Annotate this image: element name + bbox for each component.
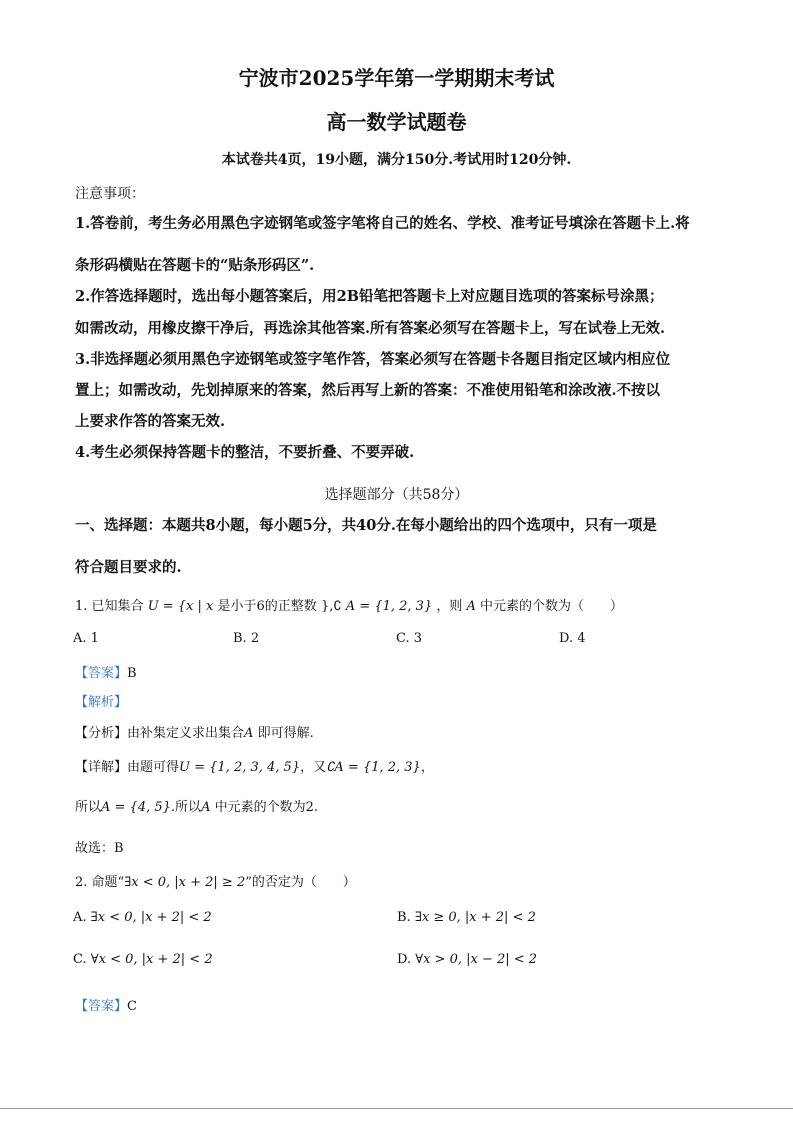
q1-analysis-tag: 【解析】 [75,695,128,710]
xiangjie-tag: 【详解】 [75,760,128,775]
q1-xiangjie [75,756,434,775]
q2-answer-tag: 【答案】 [75,999,128,1014]
q2-option-c-math: ∀x < 0, |x + 2| < 2 [90,952,213,967]
q2-option-b-math: ∃x ≥ 0, |x + 2| < 2 [414,910,536,925]
q2-answer [75,995,137,1014]
q1-middle: 是小于6的正整数 [217,599,317,614]
section-intro-2: 符合题目要求的. [75,559,182,576]
xiangjie-text-1: 由题可得 [127,760,180,775]
so-var-a: A [201,800,211,815]
notice-line-1: 1.答卷前，考生务必用黑色字迹钢笔或签字笔将自己的姓名、学校、准考证号填涂在答题卡上.将 [75,215,690,232]
fenxi-text: 由补集定义求出集合 [127,726,245,741]
xiangjie-text-2: ，又 [300,760,327,775]
q2-answer-value: C [127,999,137,1014]
q1-prefix: 1. 已知集合 [75,599,144,614]
fenxi-end: 即可得解. [257,726,314,741]
answer-tag: 【答案】 [75,666,128,681]
fenxi-var-a: A [244,726,254,741]
q2-option-b [397,910,536,925]
q2-prefix: 2. 命题“ [75,875,125,890]
notice-heading: 注意事项： [75,186,145,202]
q1-answer [75,662,137,681]
notice-line-3: 2.作答选择题时，选出每小题答案后，用2B铅笔把答题卡上对应题目选项的答案标号涂黑； [75,288,664,305]
q2-option-d-math: ∀x > 0, |x − 2| < 2 [415,952,538,967]
so-text-2: .所以 [170,800,202,815]
notice-line-2: 条形码横贴在答题卡的“贴条形码区”. [75,257,315,274]
q1-set-u: U = {x | x [147,599,214,614]
page-bottom-rule [0,1108,793,1109]
so-text-1: 所以 [75,800,102,815]
xiangjie-text-3: ， [420,760,434,775]
section-title: 选择题部分（共58分） [324,487,469,503]
so-set-a: A = {4, 5} [101,800,171,815]
q2-option-d-label: D. [397,952,412,967]
notice-line-7: 上要求作答的答案无效. [75,413,226,430]
notice-line-8: 4.考生必须保持答题卡的整洁，不要折叠、不要弄破. [75,444,415,461]
q1-choice: 故选：B [75,841,124,856]
q2-stem-math: ∃x < 0, |x + 2| ≥ 2 [124,875,246,890]
question-1-stem [75,595,735,614]
question-2-stem [75,871,356,890]
notice-line-6: 置上；如需改动，先划掉原来的答案，然后再写上新的答案：不准使用铅笔和涂改液.不按以 [75,382,661,399]
q1-fenxi [75,722,314,741]
fenxi-tag: 【分析】 [75,726,128,741]
q2-suffix: ”的否定为（ ） [245,875,356,890]
q2-option-d [397,952,537,967]
q1-var-a: A [466,599,476,614]
q1-option-b: B. 2 [233,631,260,646]
exam-subtitle: 高一数学试题卷 [326,110,467,134]
q1-end: 中元素的个数为（ ） [480,599,624,614]
q1-suffix: ，则 [436,599,463,614]
q1-conclusion [75,796,318,815]
xiangjie-set-ca: ∁A = {1, 2, 3} [326,760,421,775]
q1-set-a: A = {1, 2, 3} [345,599,433,614]
q1-option-d: D. 4 [559,631,586,646]
exam-info: 本试卷共4页，19小题，满分150分.考试用时120分钟. [221,152,572,168]
notice-line-5: 3.非选择题必须用黑色字迹钢笔或签字笔作答，答案必须写在答题卡各题目指定区域内相应位 [75,351,671,368]
notice-line-4: 如需改动，用橡皮擦干净后，再选涂其他答案.所有答案必须写在答题卡上，写在试卷上无效. [75,320,666,337]
answer-value: B [127,666,137,681]
q1-option-a: A. 1 [73,631,99,646]
q1-complement: },∁ [320,599,342,614]
xiangjie-set-u: U = {1, 2, 3, 4, 5} [179,760,301,775]
q2-option-a-label: A. [73,910,87,925]
q2-option-a-math: ∃x < 0, |x + 2| < 2 [90,910,212,925]
section-intro-1: 一、选择题：本题共8小题，每小题5分，共40分.在每小题给出的四个选项中，只有一项是 [75,517,657,534]
q2-option-b-label: B. [397,910,411,925]
q2-option-c-label: C. [73,952,87,967]
so-text-3: 中元素的个数为2. [214,800,318,815]
q1-option-c: C. 3 [396,631,423,646]
q2-option-c [73,952,213,967]
q2-option-a [73,910,212,925]
exam-title: 宁波市2025学年第一学期期末考试 [238,66,555,90]
